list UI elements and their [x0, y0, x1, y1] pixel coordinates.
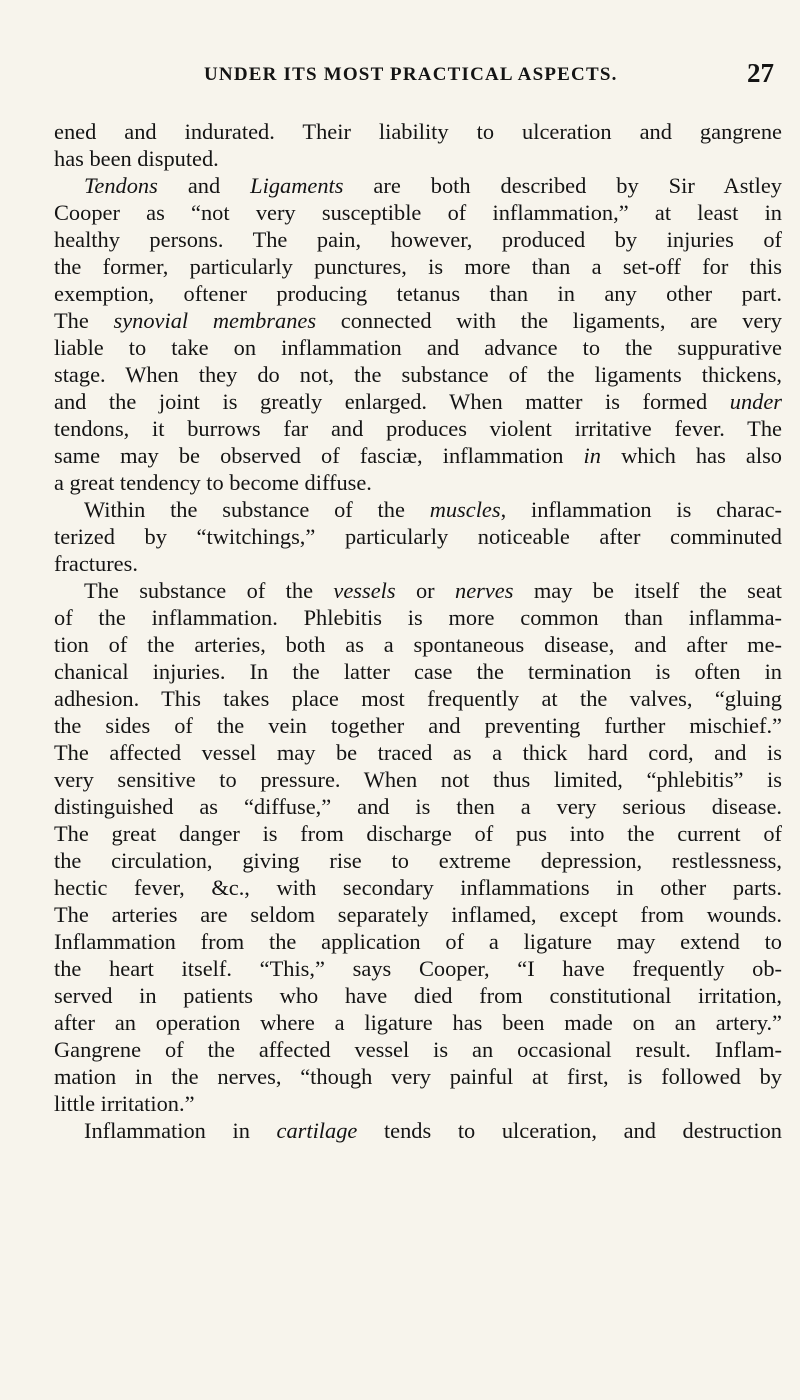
italic-term: under	[729, 389, 782, 414]
text-line	[54, 1090, 782, 1117]
text-line	[54, 442, 782, 469]
text-line	[54, 496, 782, 523]
text-line	[54, 280, 782, 307]
text-line	[54, 1117, 782, 1144]
text-segment: the circulation, giving rise to extreme depression, restlessness,	[54, 848, 782, 873]
text-line	[54, 604, 782, 631]
text-segment: of the inflammation. Phlebitis is more common than inflamma-	[54, 605, 782, 630]
text-line	[54, 685, 782, 712]
text-segment: fractures.	[54, 551, 138, 576]
running-title: UNDER ITS MOST PRACTICAL ASPECTS.	[204, 64, 618, 85]
text-segment: healthy persons. The pain, however, produced by injuries of	[54, 227, 782, 252]
text-segment: distinguished as “diffuse,” and is then a very serious disease.	[54, 794, 782, 819]
text-line	[54, 1063, 782, 1090]
text-segment: The	[54, 308, 114, 333]
text-line	[54, 577, 782, 604]
text-line	[54, 415, 782, 442]
text-segment: Cooper as “not very susceptible of inflammation,” at least in	[54, 200, 782, 225]
text-segment: served in patients who have died from constitutional irritation,	[54, 983, 782, 1008]
text-segment: and the joint is greatly enlarged. When matter is formed	[54, 389, 730, 414]
italic-term: muscles	[429, 497, 501, 522]
text-segment: the former, particularly punctures, is more than a set-off for this	[54, 254, 782, 279]
text-line	[54, 145, 782, 172]
italic-term: nerves	[455, 578, 514, 603]
text-segment: terized by “twitchings,” particularly noticeable after comminuted	[54, 524, 782, 549]
text-line	[54, 1036, 782, 1063]
text-segment: has been disputed.	[54, 146, 219, 171]
text-segment: stage. When they do not, the substance of the ligaments thickens,	[54, 362, 782, 387]
text-line	[54, 793, 782, 820]
text-line	[54, 847, 782, 874]
text-segment: which has also	[600, 443, 782, 468]
text-line	[54, 982, 782, 1009]
body-text	[54, 118, 782, 1144]
italic-term: cartilage	[276, 1118, 358, 1143]
text-line	[54, 307, 782, 334]
text-segment: or	[395, 578, 456, 603]
text-line	[54, 226, 782, 253]
text-line	[54, 199, 782, 226]
text-segment: same may be observed of fasciæ, inflammation	[54, 443, 584, 468]
text-line	[54, 1009, 782, 1036]
text-segment: are both described by Sir Astley	[343, 173, 782, 198]
text-line	[54, 550, 782, 577]
text-segment: The affected vessel may be traced as a thick hard cord, and is	[54, 740, 782, 765]
italic-term: in	[583, 443, 601, 468]
text-segment: the sides of the vein together and preventing further mischief.”	[54, 713, 782, 738]
text-segment: , inflammation is charac-	[500, 497, 782, 522]
text-line	[54, 469, 782, 496]
text-segment: mation in the nerves, “though very painful at first, is followed by	[54, 1064, 782, 1089]
text-segment: Inflammation in	[84, 1118, 277, 1143]
text-segment: and	[157, 173, 251, 198]
italic-term: vessels	[333, 578, 396, 603]
text-segment: liable to take on inflammation and advance to the suppurative	[54, 335, 782, 360]
text-line	[54, 388, 782, 415]
italic-term: Tendons	[84, 173, 158, 198]
text-line	[54, 820, 782, 847]
text-line	[54, 901, 782, 928]
text-segment: Gangrene of the affected vessel is an occasional result. Inflam-	[54, 1037, 782, 1062]
text-segment: very sensitive to pressure. When not thus limited, “phlebitis” is	[54, 767, 782, 792]
italic-term: synovial membranes	[113, 308, 317, 333]
text-line	[54, 631, 782, 658]
text-segment: ened and indurated. Their liability to ulceration and gangrene	[54, 119, 782, 144]
italic-term: Ligaments	[250, 173, 344, 198]
text-segment: the heart itself. “This,” says Cooper, “I have frequently ob-	[54, 956, 782, 981]
text-line	[54, 955, 782, 982]
page-number: 27	[747, 58, 774, 88]
text-segment: Inflammation from the application of a ligature may extend to	[54, 929, 782, 954]
text-line	[54, 361, 782, 388]
text-line	[54, 523, 782, 550]
text-line	[54, 739, 782, 766]
text-segment: tion of the arteries, both as a spontaneous disease, and after me-	[54, 632, 782, 657]
text-segment: Within the substance of the	[84, 497, 430, 522]
text-segment: chanical injuries. In the latter case the termination is often in	[54, 659, 782, 684]
text-segment: hectic fever, &c., with secondary inflammations in other parts.	[54, 875, 782, 900]
text-line	[54, 118, 782, 145]
text-segment: The great danger is from discharge of pus into the current of	[54, 821, 782, 846]
text-segment: connected with the ligaments, are very	[316, 308, 782, 333]
text-segment: a great tendency to become diffuse.	[54, 470, 372, 495]
text-line	[54, 172, 782, 199]
text-line	[54, 874, 782, 901]
text-line	[54, 334, 782, 361]
text-segment: The substance of the	[84, 578, 334, 603]
text-line	[54, 712, 782, 739]
text-line	[54, 766, 782, 793]
text-segment: may be itself the seat	[513, 578, 782, 603]
text-segment: after an operation where a ligature has been made on an artery.”	[54, 1010, 782, 1035]
text-line	[54, 253, 782, 280]
text-line	[54, 658, 782, 685]
text-line	[54, 928, 782, 955]
text-segment: The arteries are seldom separately inflamed, except from wounds.	[54, 902, 782, 927]
running-head	[54, 58, 774, 88]
text-segment: adhesion. This takes place most frequently at the valves, “gluing	[54, 686, 782, 711]
text-segment: little irritation.”	[54, 1091, 195, 1116]
text-segment: tends to ulceration, and destruction	[357, 1118, 782, 1143]
text-segment: tendons, it burrows far and produces violent irritative fever. The	[54, 416, 782, 441]
text-segment: exemption, oftener producing tetanus than in any other part.	[54, 281, 782, 306]
